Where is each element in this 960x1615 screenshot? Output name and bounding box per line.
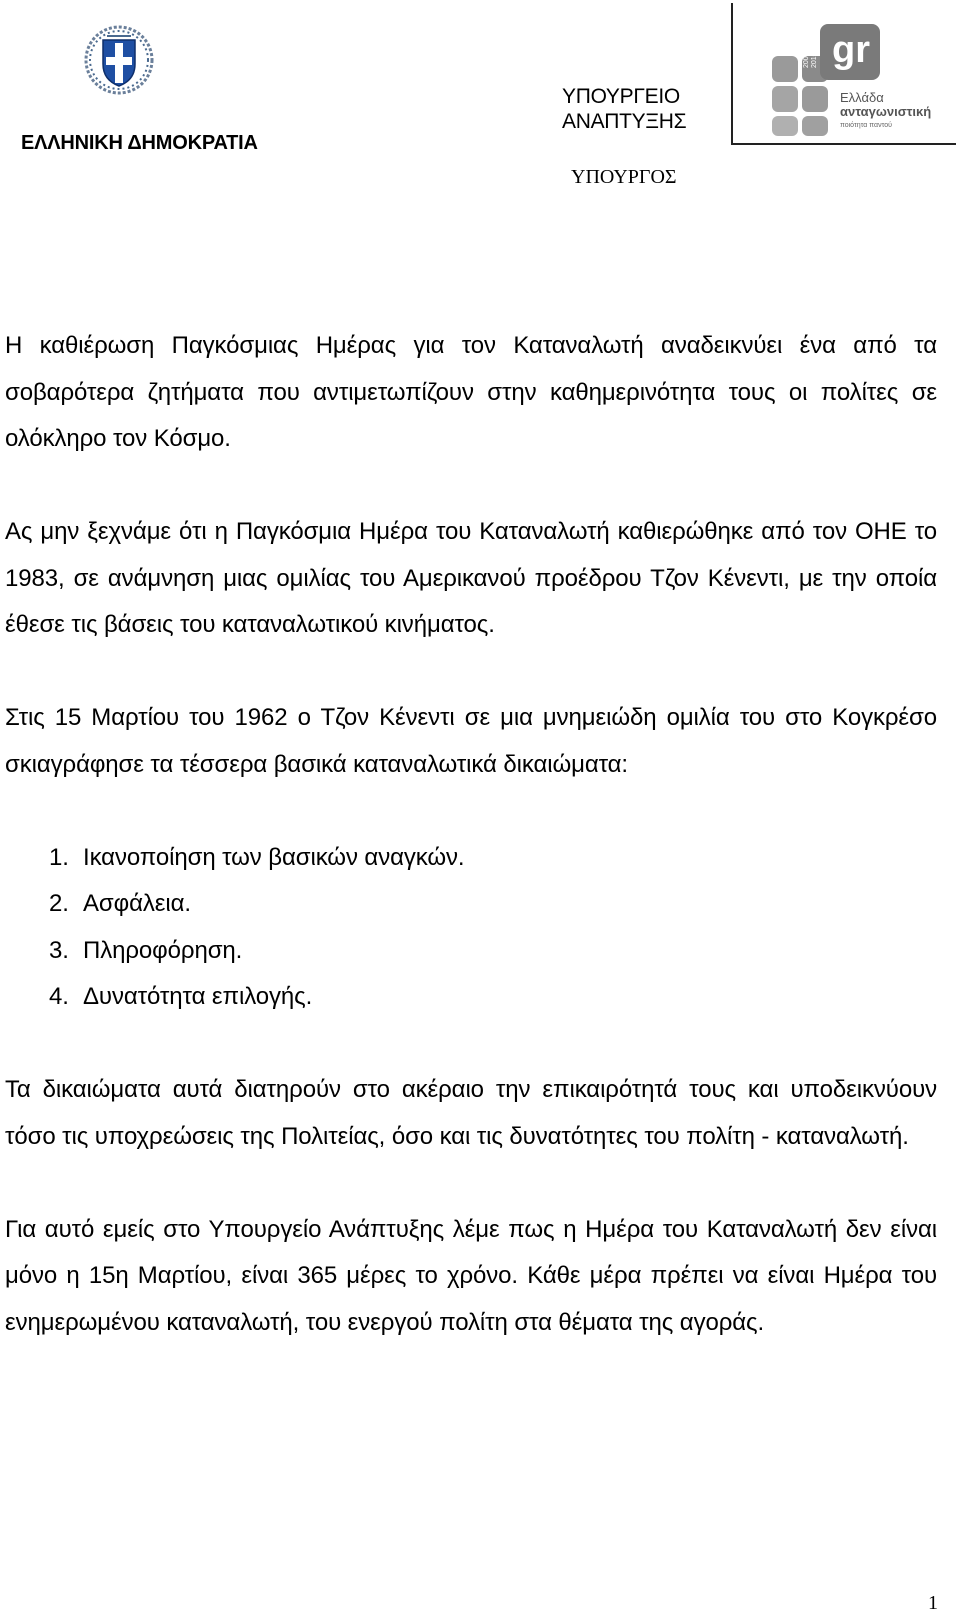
republic-title: ΕΛΛΗΝΙΚΗ ΔΗΜΟΚΡΑΤΙΑ: [21, 132, 258, 154]
list-item: [49, 835, 937, 882]
logo-square-6: [802, 116, 828, 136]
logo-gr-text: gr: [832, 29, 870, 71]
ministry-name: [562, 84, 686, 134]
list-item-number: 3.: [49, 936, 69, 964]
logo-square-4: [802, 86, 828, 112]
list-item-text: Δυνατότητα επιλογής.: [83, 983, 313, 1010]
paragraph-1: Η καθιέρωση Παγκόσμιας Ημέρας για τον Καταναλωτή αναδεικνύει ένα από τα σοβαρότερα ζητήματα που αντιμετωπίζουν στην καθημερινότητα τους οι πολίτες σε ολόκληρο τον Κόσμο.: [5, 332, 937, 452]
consumer-rights-list: [5, 835, 937, 1021]
letter-body: [5, 323, 937, 1393]
header-divider-horizontal: [731, 143, 956, 145]
logo-years-bottom: 2010: [811, 52, 818, 68]
list-item-text: Ασφάλεια.: [83, 890, 191, 917]
paragraph-5: Για αυτό εμείς στο Υπουργείο Ανάπτυξης λέμε πως η Ημέρα του Καταναλωτή δεν είναι μόνο η 15η Μαρτίου, είναι 365 μέρες το χρόνο. Κάθε μέρα πρέπει να είναι Ημέρα του ενημερωμένου καταναλωτή, του ενεργού πολίτη στα θέματα της αγοράς.: [5, 1215, 937, 1336]
logo-tagline-3: ποιότητα παντού: [840, 122, 892, 129]
list-item: [49, 974, 937, 1021]
minister-title: ΥΠΟΥΡΓΟΣ: [571, 166, 677, 188]
list-item-number: 4.: [49, 983, 69, 1010]
paragraph-2: Ας μην ξεχνάμε ότι η Παγκόσμια Ημέρα του Καταναλωτή καθιερώθηκε από τον ΟΗΕ το 1983, σε ανάμνηση μιας ομιλίας του Αμερικανού προέδρου Τζον Κένεντι, με την οποία έθεσε τις βάσεις του καταναλωτικού κινήματος.: [5, 518, 937, 638]
logo-tagline-2: ανταγωνιστική: [840, 104, 932, 119]
list-item-text: Ικανοποίηση των βασικών αναγκών.: [83, 843, 465, 871]
logo-tagline-1: Ελλάδα: [840, 90, 884, 105]
ministry-line-1: ΥΠΟΥΡΓΕΙΟ: [562, 85, 680, 108]
list-item-number: 2.: [49, 890, 69, 917]
list-item: [49, 928, 937, 975]
paragraph-4: Τα δικαιώματα αυτά διατηρούν στο ακέραιο την επικαιρότητά τους και υποδεικνύουν τόσο τις υποχρεώσεις της Πολιτείας, όσο και τις δυνατότητες του πολίτη - καταναλωτή.: [5, 1076, 937, 1150]
ministry-line-2: ΑΝΑΠΤΥΞΗΣ: [562, 110, 687, 133]
logo-years-top: 2005: [803, 52, 810, 68]
logo-square-3: [772, 86, 798, 112]
list-item: [49, 881, 937, 928]
list-item-number: 1.: [49, 843, 69, 871]
page-number: 1: [928, 1592, 938, 1614]
logo-square-5: [772, 116, 798, 136]
greek-coat-of-arms-icon: [83, 24, 155, 96]
list-item-text: Πληροφόρηση.: [83, 936, 243, 964]
paragraph-3: Στις 15 Μαρτίου του 1962 ο Τζον Κένεντι σε μια μνημειώδη ομιλία του στο Κογκρέσο σκιαγράφησε τα τέσσερα βασικά καταναλωτικά δικαιώματα:: [5, 704, 937, 778]
logo-square-1: [772, 56, 798, 82]
greece-competitive-logo: [772, 20, 954, 138]
header-divider-vertical: [731, 3, 733, 144]
